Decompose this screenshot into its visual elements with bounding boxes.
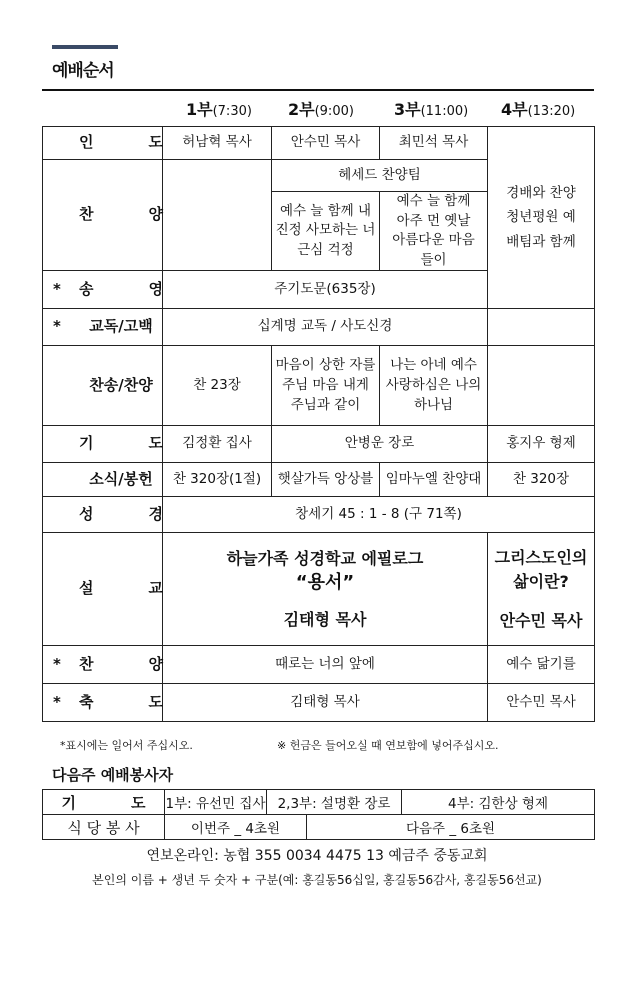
kitchen-this-week: 이번주 _ 4초원 bbox=[165, 815, 307, 840]
prayer-s23: 안병운 장로 bbox=[272, 426, 488, 463]
benediction-text: 김태형 목사 bbox=[163, 684, 488, 722]
offering-s2: 햇살가득 앙상블 bbox=[272, 463, 380, 497]
label-invocation: 인 도 bbox=[43, 127, 163, 160]
row-scripture bbox=[43, 497, 595, 533]
next-week-table bbox=[42, 789, 595, 840]
sermon-s4-title: 그리스도인의 삶이란? bbox=[494, 548, 588, 591]
praise-s1-empty bbox=[163, 160, 272, 271]
invocation-s1: 허남혁 목사 bbox=[163, 127, 272, 160]
row-offering bbox=[43, 463, 595, 497]
praise2-text: 때로는 너의 앞에 bbox=[163, 646, 488, 684]
next-week-title: 다음주 예배봉사자 bbox=[52, 766, 174, 784]
service-header-2: 2부(9:00) bbox=[288, 100, 354, 119]
row-benediction bbox=[43, 684, 595, 722]
prayer-s4: 홍지우 형제 bbox=[488, 426, 595, 463]
row-hymn bbox=[43, 346, 595, 426]
sermon-title: “용서” bbox=[295, 572, 355, 594]
row-sermon bbox=[43, 533, 595, 646]
benediction-s4: 안수민 목사 bbox=[488, 684, 595, 722]
offering-s1: 찬 320장(1절) bbox=[163, 463, 272, 497]
service-header-4: 4부(13:20) bbox=[501, 100, 576, 119]
prayer-s1: 김정환 집사 bbox=[163, 426, 272, 463]
kitchen-label: 식 당 봉 사 bbox=[43, 815, 165, 840]
online-offering-note: 본인의 이름 + 생년 두 숫자 + 구분(예: 홍길동56십일, 홍길동56감사, 홍길동56선교) bbox=[92, 873, 542, 887]
label-offering: 소식/봉헌 bbox=[43, 463, 163, 497]
next-prayer-4: 4부: 김한상 형제 bbox=[402, 790, 595, 815]
top-divider bbox=[42, 89, 594, 91]
next-prayer-row bbox=[43, 790, 595, 815]
label-benediction: * 축 도 bbox=[43, 684, 163, 722]
creed-s4-empty bbox=[488, 309, 595, 346]
s4-worship-team: 경배와 찬양 청년평원 예배팀과 함께 bbox=[488, 127, 595, 309]
label-praise2: * 찬 양 bbox=[43, 646, 163, 684]
section-title: 예배순서 bbox=[52, 61, 114, 81]
next-prayer-23: 2,3부: 설명환 장로 bbox=[267, 790, 402, 815]
service-header-1: 1부(7:30) bbox=[186, 100, 252, 119]
sermon-s4-preacher: 안수민 목사 bbox=[499, 610, 583, 630]
note-standing: *표시에는 일어서 주십시오. bbox=[60, 739, 193, 752]
offering-s3: 임마누엘 찬양대 bbox=[380, 463, 488, 497]
creed-text: 십계명 교독 / 사도신경 bbox=[163, 309, 488, 346]
label-scripture: 성 경 bbox=[43, 497, 163, 533]
kitchen-row bbox=[43, 815, 595, 840]
next-prayer-label: 기 도 bbox=[43, 790, 165, 815]
praise2-s4: 예수 닮기를 bbox=[488, 646, 595, 684]
songyeong-text: 주기도문(635장) bbox=[163, 271, 488, 309]
label-sermon: 설 교 bbox=[43, 533, 163, 646]
worship-order-table bbox=[42, 126, 595, 722]
service-header-3: 3부(11:00) bbox=[394, 100, 469, 119]
row-prayer bbox=[43, 426, 595, 463]
hymn-s2: 마음이 상한 자를 주님 마음 내게 주님과 같이 bbox=[272, 346, 380, 426]
label-prayer: 기 도 bbox=[43, 426, 163, 463]
sermon-series: 하늘가족 성경학교 에필로그 bbox=[226, 549, 424, 569]
hymn-s1: 찬 23장 bbox=[163, 346, 272, 426]
hymn-s3: 나는 아네 예수 사랑하심은 나의 하나님 bbox=[380, 346, 488, 426]
label-hymn: 찬송/찬양 bbox=[43, 346, 163, 426]
hymn-s4-empty bbox=[488, 346, 595, 426]
kitchen-next-week: 다음주 _ 6초원 bbox=[307, 815, 595, 840]
row-invocation bbox=[43, 127, 595, 160]
praise-s2: 예수 늘 함께 내 진정 사모하는 너 근심 걱정 bbox=[272, 192, 380, 271]
row-praise2 bbox=[43, 646, 595, 684]
title-bar-decoration bbox=[52, 45, 118, 49]
note-offering: ※ 헌금은 들어오실 때 연보함에 넣어주십시오. bbox=[277, 739, 499, 752]
label-creed: * 교독/고백 bbox=[43, 309, 163, 346]
online-offering-account: 연보온라인: 농협 355 0034 4475 13 예금주 중동교회 bbox=[146, 848, 488, 864]
scripture-text: 창세기 45 : 1 - 8 (구 71쪽) bbox=[163, 497, 595, 533]
praise-team: 헤세드 찬양팀 bbox=[272, 160, 488, 192]
sermon-main bbox=[163, 533, 488, 646]
sermon-s4 bbox=[488, 533, 595, 646]
label-songyeong: * 송 영 bbox=[43, 271, 163, 309]
next-prayer-1: 1부: 유선민 집사 bbox=[165, 790, 267, 815]
label-praise: 찬 양 bbox=[43, 160, 163, 271]
sermon-preacher: 김태형 목사 bbox=[283, 610, 367, 630]
invocation-s3: 최민석 목사 bbox=[380, 127, 488, 160]
invocation-s2: 안수민 목사 bbox=[272, 127, 380, 160]
praise-s3: 예수 늘 함께 아주 먼 옛날 아름다운 마음들이 bbox=[380, 192, 488, 271]
row-creed bbox=[43, 309, 595, 346]
offering-s4: 찬 320장 bbox=[488, 463, 595, 497]
